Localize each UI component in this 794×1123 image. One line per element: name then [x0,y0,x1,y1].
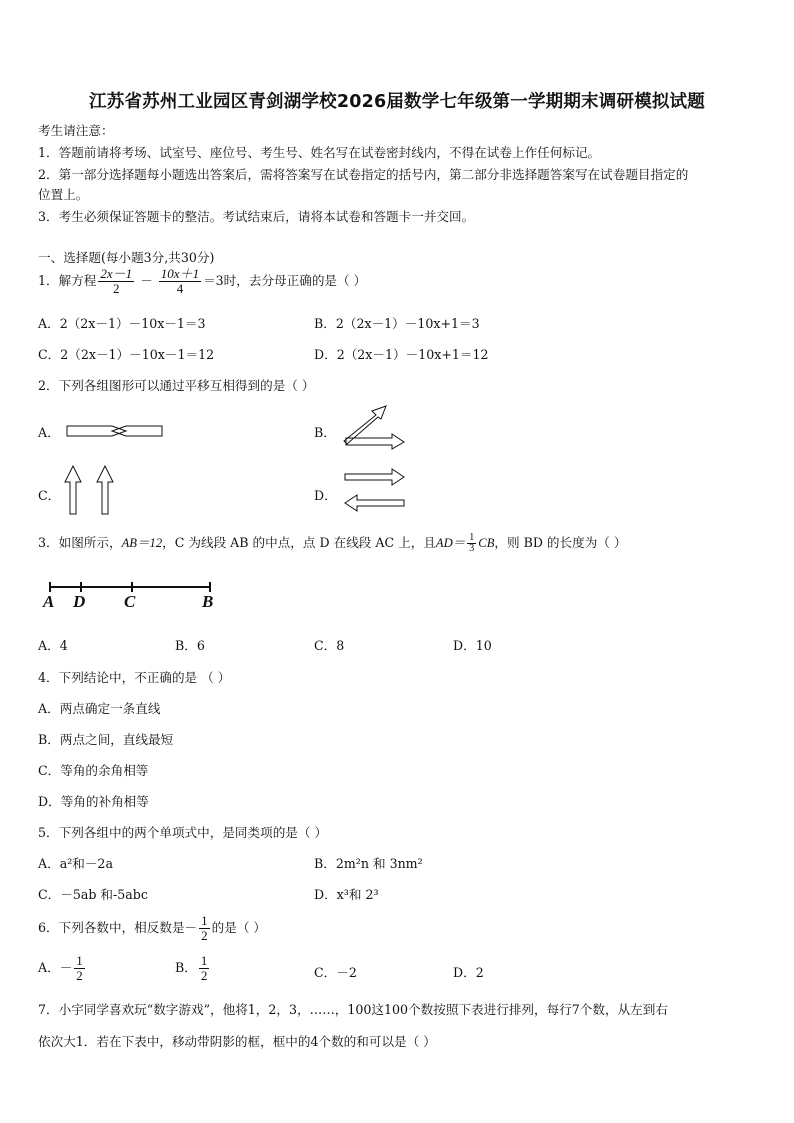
q1-option-c: C．2（2x－1）－10x－1＝12 [38,347,215,362]
q2-option-b-label: B． [314,425,336,440]
question-2-stem: 2．下列各组图形可以通过平移互相得到的是（ ） [38,378,315,393]
q1-option-b: B．2（2x－1）－10x+1＝3 [314,316,480,331]
question-1-stem: 1．解方程 $\frac{2x-1}{2}$ － $\frac{10x+1}{4}$ ＝3时，去分母正确的是（ ） [38,266,367,296]
question-6-stem: 6．下列各数中，相反数是－ $\frac{1}{2}$ 的是（ ） [38,913,267,943]
q6-option-b: B． $\frac{1}{2}$ [175,953,208,983]
point-b-label: B [202,592,214,611]
q4-option-d: D．等角的补角相等 [38,794,149,809]
q2-figure-c [64,464,124,516]
q2-option-c-label: C． [38,488,61,503]
fraction: $\frac{2x-1}{2}$ [100,266,133,296]
q2-option-a-label: A． [38,425,60,440]
question-7-line-2: 依次大1．若在下表中，移动带阴影的框，框中的4个数的和可以是（ ） [38,1034,436,1049]
q3-option-c: C．8 [314,638,345,653]
notice-item-2-cont: 位置上。 [38,187,89,202]
q5-option-d: D．x³和 2³ [314,887,379,902]
q4-option-a: A．两点确定一条直线 [38,701,161,716]
section-heading: 一、选择题(每小题3分,共30分) [38,250,215,265]
question-7-line-1: 7．小宇同学喜欢玩“数字游戏”，他将1，2，3，……，100这100个数按照下表进行排列，每行7个数，从左到右 [38,1002,668,1017]
q1-option-a: A．2（2x－1）－10x－1＝3 [38,316,206,331]
point-c-label: C [124,592,136,611]
q3-option-d: D．10 [453,638,492,653]
question-4-stem: 4．下列结论中，不正确的是 （ ） [38,670,231,685]
q3-option-b: B．6 [175,638,205,653]
q4-option-c: C．等角的余角相等 [38,763,149,778]
q5-option-b: B．2m²n 和 3nm² [314,856,423,871]
question-3-stem: 3．如图所示，AB＝12，C 为线段 AB 的中点，点 D 在线段 AC 上，且AD＝ $\frac{1}{3}$ CB，则 BD 的长度为（ ） [38,531,627,554]
q1-option-d: D．2（2x－1）－10x+1＝12 [314,347,489,362]
q2-figure-b [342,403,406,451]
fraction: $\frac{1}{2}$ [201,913,208,943]
fraction: $\frac{1}{2}$ [200,953,208,983]
point-d-label: D [73,592,86,611]
fraction: $\frac{1}{2}$ [76,953,83,983]
fraction: $\frac{1}{3}$ [469,531,475,554]
q2-figure-d [342,467,408,515]
q2-option-d-label: D． [314,488,337,503]
notice-item-2: 2．第一部分选择题每小题选出答案后，需将答案写在试卷指定的括号内，第二部分非选择题答案写在试卷题目指定的 [38,167,689,182]
q5-option-c: C．－5ab 和-5abc [38,887,148,902]
question-5-stem: 5．下列各组中的两个单项式中，是同类项的是（ ） [38,825,328,840]
notice-heading: 考生请注意： [38,123,114,138]
q6-option-c: C．－2 [314,965,357,980]
notice-item-1: 1．答题前请将考场、试室号、座位号、考生号、姓名写在试卷密封线内，不得在试卷上作任何标记。 [38,145,601,160]
point-a-label: A [43,592,55,611]
q3-option-a: A．4 [38,638,68,653]
q5-option-a: A．a²和－2a [38,856,113,871]
q6-option-d: D．2 [453,965,484,980]
q4-option-b: B．两点之间，直线最短 [38,732,174,747]
page-title: 江苏省苏州工业园区青剑湖学校2026届数学七年级第一学期期末调研模拟试题 [89,92,705,112]
q2-figure-a [66,418,166,444]
q6-option-a: A．－ $\frac{1}{2}$ [38,953,83,983]
notice-item-3: 3．考生必须保证答题卡的整洁。考试结束后，请将本试卷和答题卡一并交回。 [38,209,475,224]
fraction: $\frac{10x+1}{4}$ [160,266,200,296]
